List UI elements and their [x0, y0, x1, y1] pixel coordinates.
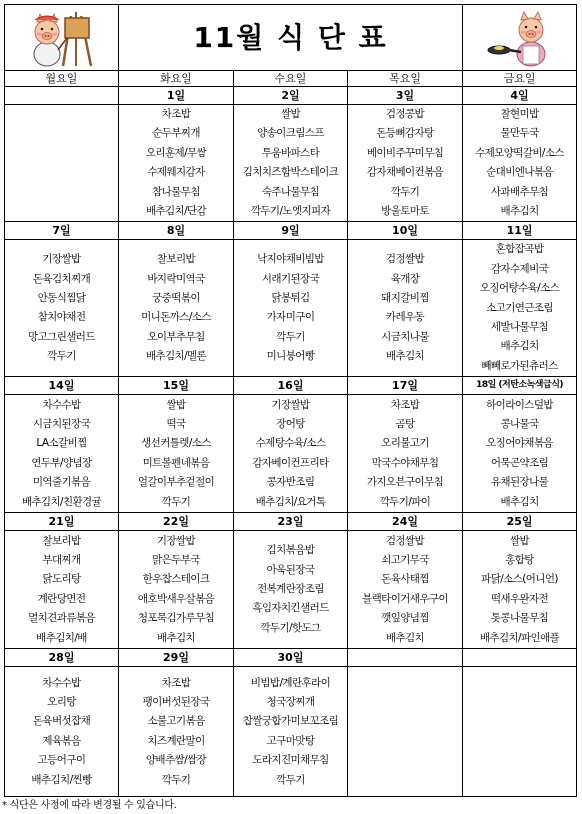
menu-item: 검정쌀밥 — [385, 534, 425, 547]
date-cell-thu: 10일 — [348, 222, 463, 240]
menu-item: 배추김치 — [500, 205, 539, 218]
menu-item: 깻잎양념찜 — [381, 612, 429, 625]
date-cell-tue: 15일 — [119, 377, 234, 395]
day-name-mon: 월요일 — [5, 71, 119, 87]
meal-cell-wed — [234, 105, 348, 222]
menu-item: 돼지갈비찜 — [381, 291, 429, 304]
meal-cell-thu — [348, 667, 463, 797]
menu-item: 한우찹스테이크 — [142, 573, 210, 586]
date-cell-tue: 29일 — [119, 649, 234, 667]
meal-row — [5, 105, 577, 222]
footnote: * 식단은 사정에 따라 변경될 수 있습니다. — [2, 800, 177, 811]
menu-item: 기장쌀밥 — [156, 534, 196, 547]
menu-item: 가지오븐구이무침 — [366, 476, 444, 489]
menu-item: 막국수야채무침 — [371, 456, 439, 469]
menu-item: 소불고기볶음 — [147, 715, 205, 728]
menu-item: 가자미구이 — [266, 311, 315, 324]
page-title: 11월 식 단 표 — [119, 5, 463, 71]
day-name-row — [5, 71, 577, 87]
chef-pig-illustration — [463, 5, 577, 71]
day-name-thu: 목요일 — [348, 71, 463, 87]
menu-item: 홍합탕 — [505, 553, 534, 566]
menu-item: 참나물무침 — [152, 185, 200, 198]
menu-item: 수제탕수육/소스 — [255, 437, 326, 450]
menu-item: 김치볶음밥 — [266, 544, 315, 557]
meal-row — [5, 395, 577, 513]
menu-item: 깍두기 — [276, 330, 305, 343]
menu-item: 배추김치 — [500, 340, 539, 353]
menu-item: 곰탕 — [395, 417, 415, 430]
meal-cell-thu — [348, 531, 463, 649]
menu-item: 고구마맛탕 — [266, 734, 315, 747]
date-cell-tue: 1일 — [119, 87, 234, 105]
menu-item: 부대찌개 — [42, 553, 81, 566]
menu-item: 유채된장나물 — [490, 476, 549, 489]
day-name-tue: 화요일 — [119, 71, 234, 87]
menu-item: 검정쌀밥 — [385, 253, 425, 266]
menu-item: 감자베이컨프리타 — [252, 456, 329, 469]
menu-item: 애호박새우살볶음 — [137, 592, 215, 605]
date-cell-thu: 3일 — [348, 87, 463, 105]
menu-item: 사과배추무침 — [490, 185, 549, 198]
meal-cell-wed — [234, 531, 348, 649]
menu-item: 안동식찜닭 — [37, 291, 86, 304]
menu-item: 미트볼펜네볶음 — [142, 456, 210, 469]
meal-cell-tue — [119, 240, 234, 377]
date-cell-thu — [348, 649, 463, 667]
date-cell-thu: 17일 — [348, 377, 463, 395]
menu-item: 맑은두부국 — [152, 553, 200, 566]
menu-item: 미니돈까스/소스 — [141, 311, 211, 324]
menu-item: 얼갈이부추겉절이 — [137, 476, 215, 489]
menu-item: 배추김치/친환경귤 — [21, 495, 102, 508]
menu-item: 배추김치/요거톡 — [255, 495, 326, 508]
menu-item: 육개장 — [390, 272, 420, 285]
menu-item: 오징어탕수육/소스 — [479, 282, 560, 295]
menu-item: 닭봉튀김 — [271, 291, 310, 304]
menu-item: 차조밥 — [161, 108, 191, 120]
menu-item: 배추김치 — [500, 495, 539, 508]
meal-cell-thu — [348, 105, 463, 222]
menu-item: 오이부추무침 — [147, 330, 205, 343]
menu-item: 콩자반조림 — [266, 476, 315, 489]
menu-item: 장어탕 — [276, 417, 305, 430]
meal-cell-tue — [119, 531, 234, 649]
menu-item: 쌀밥 — [509, 534, 530, 547]
menu-item: 떡국 — [166, 417, 186, 430]
menu-item: 돈육김치찌개 — [32, 272, 91, 285]
menu-item: 물만두국 — [500, 127, 539, 140]
menu-item: 청국장찌개 — [266, 695, 315, 708]
meal-cell-mon — [5, 667, 119, 797]
date-cell-mon: 7일 — [5, 222, 119, 240]
date-cell-wed: 30일 — [234, 649, 348, 667]
menu-item: 배추김치/배 — [36, 631, 87, 644]
menu-item: 도라지진미채무침 — [252, 754, 329, 767]
menu-item: 베이비주꾸미무침 — [366, 146, 444, 159]
meal-cell-fri — [463, 240, 577, 377]
meal-cell-fri — [463, 667, 577, 797]
menu-item: 궁중떡볶이 — [152, 291, 200, 304]
date-cell-mon: 21일 — [5, 513, 119, 531]
menu-item: 오리탕 — [47, 695, 76, 708]
menu-item: 돈육버섯잡채 — [32, 715, 91, 728]
date-cell-wed: 23일 — [234, 513, 348, 531]
meal-cell-fri — [463, 105, 577, 222]
menu-item: 흑임자치킨샐러드 — [252, 602, 329, 615]
date-row — [5, 222, 577, 240]
meal-row — [5, 667, 577, 797]
menu-item: 아욱된장국 — [266, 563, 315, 576]
menu-item: 찰보리밥 — [156, 253, 196, 266]
menu-item: 떡새우완자전 — [490, 592, 549, 605]
menu-item: 멸치견과류볶음 — [28, 612, 95, 625]
meal-cell-fri — [463, 395, 577, 513]
menu-item: 쌀밥 — [166, 398, 186, 411]
menu-item: 미역줄기볶음 — [32, 476, 91, 489]
meal-cell-wed — [234, 240, 348, 377]
menu-item: 오리훈제/무쌈 — [145, 146, 207, 159]
menu-item: 배추김치/멜론 — [145, 350, 207, 363]
day-name-fri: 금요일 — [463, 71, 577, 87]
menu-item: 기장쌀밥 — [271, 398, 310, 411]
menu-item: 하이라이스덮밥 — [486, 398, 553, 411]
meal-cell-mon — [5, 240, 119, 377]
menu-item: 계란당면전 — [37, 592, 86, 605]
menu-item: 감자채베이컨볶음 — [366, 166, 444, 179]
date-cell-wed: 16일 — [234, 377, 348, 395]
menu-item: 차수수밥 — [42, 398, 81, 411]
meal-cell-tue — [119, 395, 234, 513]
menu-item: 양송이크림스프 — [257, 127, 324, 140]
menu-item: 제육볶음 — [42, 734, 81, 747]
meal-cell-tue — [119, 667, 234, 797]
meal-cell-thu — [348, 395, 463, 513]
menu-item: 생선커틀렛/소스 — [141, 437, 211, 450]
menu-item: 찹쌀궁합가미보꼬조림 — [242, 715, 339, 728]
menu-item: 톳콩나물무침 — [490, 612, 549, 625]
menu-item: 깍두기/파이 — [379, 495, 431, 508]
menu-item: 소고기연근조림 — [486, 301, 553, 314]
menu-item: 차조밥 — [161, 676, 191, 689]
menu-item: 기장쌀밥 — [42, 253, 81, 266]
menu-item: 빼빼로가된츄러스 — [481, 359, 558, 372]
menu-item: 방울토마토 — [381, 205, 429, 218]
menu-item: 오징어야채볶음 — [486, 437, 553, 450]
menu-item: 배추김치/단감 — [145, 205, 207, 218]
menu-item: 배추김치 — [385, 350, 425, 363]
menu-item: 닭도리탕 — [42, 573, 81, 586]
date-cell-tue: 8일 — [119, 222, 234, 240]
menu-item: 순대비엔나볶음 — [486, 166, 553, 179]
date-row — [5, 377, 577, 395]
menu-item: 망고그린샐러드 — [28, 330, 95, 343]
menu-item: 파닭/소스(어니언) — [481, 573, 558, 586]
menu-item: 비빔밥/계란후라이 — [250, 676, 331, 689]
menu-item: 차조밥 — [390, 398, 420, 411]
menu-item: 돈등뼈감자탕 — [376, 127, 434, 140]
date-cell-tue: 22일 — [119, 513, 234, 531]
menu-item: 검정콩밥 — [385, 108, 425, 120]
menu-item: 깍두기 — [161, 495, 191, 508]
menu-item: 콩나물국 — [500, 417, 539, 430]
menu-item: 투움바파스타 — [261, 146, 320, 159]
menu-item: 배추김치 — [385, 631, 425, 644]
date-cell-mon: 14일 — [5, 377, 119, 395]
menu-item: 치즈계란말이 — [147, 734, 205, 747]
meal-cell-fri — [463, 531, 577, 649]
menu-item: 쌀밥 — [280, 108, 301, 120]
date-cell-wed: 9일 — [234, 222, 348, 240]
menu-item: 깍두기 — [276, 773, 305, 786]
menu-item: 연두부/양념장 — [31, 456, 92, 469]
date-row — [5, 649, 577, 667]
date-cell-fri: 18일 (저탄소녹색급식) — [463, 377, 577, 395]
menu-item: 시금치된장국 — [32, 417, 91, 430]
menu-item: 배추김치/파인애플 — [479, 631, 560, 644]
menu-item: 순두부찌개 — [152, 127, 200, 140]
menu-item: 깍두기 — [47, 350, 76, 363]
meal-cell-wed — [234, 667, 348, 797]
day-name-wed: 수요일 — [234, 71, 348, 87]
menu-item: 전복계란장조림 — [257, 583, 324, 596]
menu-item: 차수수밥 — [42, 676, 81, 689]
date-cell-thu: 24일 — [348, 513, 463, 531]
menu-item: 찰보리밥 — [42, 534, 81, 547]
date-row — [5, 87, 577, 105]
menu-item: 혼합잡곡밥 — [495, 243, 544, 256]
date-cell-fri: 25일 — [463, 513, 577, 531]
date-cell-mon: 28일 — [5, 649, 119, 667]
menu-item: 돈육사태찜 — [381, 573, 429, 586]
menu-item: 참치야채전 — [37, 311, 86, 324]
menu-item: 수제웨지감자 — [147, 166, 205, 179]
menu-item: 미니붕어빵 — [266, 350, 315, 363]
menu-item: 청포묵김가루무침 — [137, 612, 215, 625]
menu-item: 블랙타이거새우구이 — [362, 592, 448, 605]
menu-item: 시금치나물 — [381, 330, 429, 343]
meal-cell-mon — [5, 395, 119, 513]
menu-item: 팽이버섯된장국 — [142, 695, 210, 708]
menu-item: 배추김치/찐빵 — [31, 773, 92, 786]
menu-item: 세발나물무침 — [490, 321, 549, 334]
menu-table — [4, 4, 577, 797]
meal-cell-mon — [5, 531, 119, 649]
menu-item: 오리불고기 — [381, 437, 429, 450]
menu-item: 양배추쌈/쌈장 — [145, 754, 207, 767]
menu-item: 찰현미밥 — [500, 108, 539, 120]
date-cell-wed: 2일 — [234, 87, 348, 105]
menu-item: 깍두기 — [161, 773, 191, 786]
date-cell-fri: 4일 — [463, 87, 577, 105]
date-cell-fri — [463, 649, 577, 667]
menu-item: 카레우동 — [385, 311, 425, 324]
painter-pig-illustration — [5, 5, 119, 71]
meal-cell-thu — [348, 240, 463, 377]
menu-item: LA소갈비찜 — [36, 437, 87, 450]
header-row — [5, 5, 577, 71]
menu-item: 고등어구이 — [37, 754, 86, 767]
date-cell-mon — [5, 87, 119, 105]
meal-row — [5, 240, 577, 377]
menu-item: 어묵곤약조림 — [490, 456, 549, 469]
menu-item: 낙지야채비빔밥 — [257, 253, 324, 266]
meal-cell-mon — [5, 105, 119, 222]
date-row — [5, 513, 577, 531]
menu-item: 김치치즈함박스테이크 — [242, 166, 339, 179]
menu-item: 바지락미역국 — [147, 272, 205, 285]
menu-item: 쇠고기무국 — [381, 553, 429, 566]
menu-item: 수제모양떡갈비/소스 — [475, 146, 564, 159]
menu-item: 깍두기/핫도그 — [260, 621, 321, 634]
menu-item: 시래기된장국 — [261, 272, 320, 285]
date-cell-fri: 11일 — [463, 222, 577, 240]
menu-item: 숙주나물무침 — [261, 185, 320, 198]
meal-row — [5, 531, 577, 649]
menu-item: 깍두기/노엣지피자 — [250, 205, 331, 218]
menu-item: 감자수제비국 — [490, 262, 549, 275]
menu-item: 깍두기 — [390, 185, 420, 198]
meal-cell-tue — [119, 105, 234, 222]
menu-item: 배추김치 — [156, 631, 196, 644]
meal-cell-wed — [234, 395, 348, 513]
